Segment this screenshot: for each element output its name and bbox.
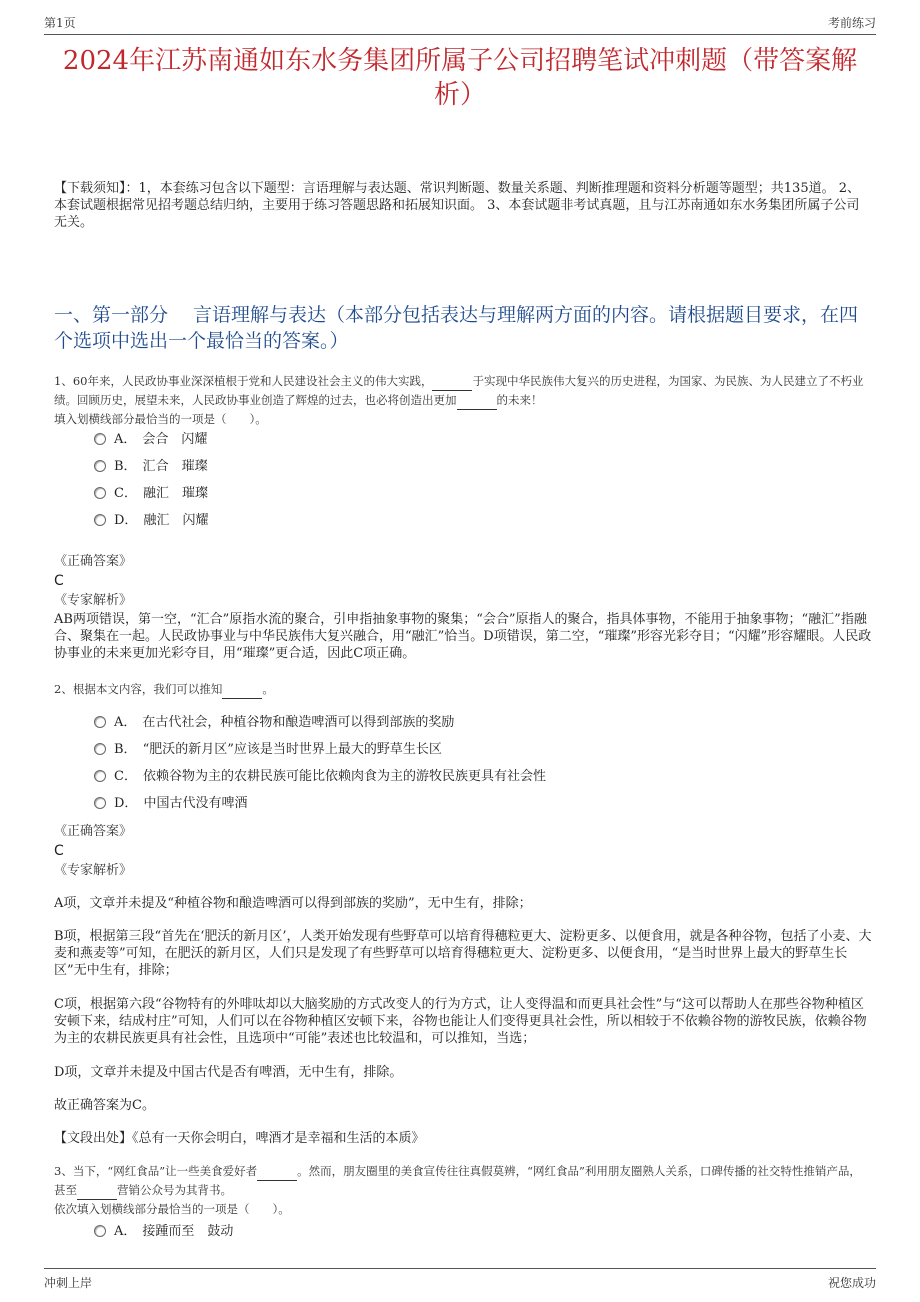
q2-stem-part: 2、根据本文内容，我们可以推知 [54,682,223,696]
option-letter: D． [114,796,138,811]
radio-icon[interactable] [94,487,106,499]
option-text: 在古代社会，种植谷物和酿造啤酒可以得到部族的奖励 [142,715,455,730]
option-text: 依赖谷物为主的农耕民族可能比依赖肉食为主的游牧民族更具有社会性 [142,769,546,784]
option-text: 接踵而至 鼓动 [142,1224,234,1239]
q1-stem-part: 1、60年来，人民政协事业深深植根于党和人民建设社会主义的伟大实践， [54,374,433,388]
document-title: 2024年江苏南通如东水务集团所属子公司招聘笔试冲刺题（带答案解析） [62,46,858,110]
q1-prompt: 填入划横线部分最恰当的一项是（ ）。 [54,412,267,426]
q3-stem-part: 3、当下，“网红食品”让一些美食爱好者 [54,1164,258,1178]
page-header [44,10,876,35]
q1-answer: C [54,573,64,589]
radio-icon[interactable] [94,433,106,445]
blank-line [432,372,472,391]
q1-option-a[interactable] [94,430,207,450]
question-1-stem [54,372,872,428]
option-letter: A． [114,432,137,447]
radio-icon[interactable] [94,743,106,755]
q1-stem-part: 于实现中华民族伟大复兴的历史进程，为国家、为民族、为人民建立了不朽业绩。回顾历史，展望未来，人民政协事业创造了辉煌的过去，也必将创造出更加 [54,374,864,407]
page-number: 第1页 [44,16,76,30]
radio-icon[interactable] [94,797,106,809]
q1-option-b[interactable] [94,457,208,477]
section-title: 一、第一部分 言语理解与表达（本部分包括表达与理解两方面的内容。请根据题目要求，在四个选项中选出一个最恰当的答案。） [54,304,859,352]
q2-option-d[interactable] [94,794,247,814]
option-letter: C． [114,769,137,784]
blank-line [222,680,262,699]
radio-icon[interactable] [94,716,106,728]
footer-right: 祝您成功 [827,1276,876,1290]
page-footer [44,1268,876,1293]
blank-line [77,1181,117,1200]
option-letter: B． [114,459,137,474]
radio-icon[interactable] [94,770,106,782]
q1-correct-label: 《正确答案》 [54,554,133,569]
q2-option-a[interactable] [94,713,454,733]
footer-left: 冲刺上岸 [44,1276,93,1290]
option-letter: A． [114,1224,137,1239]
q2-conclusion: 故正确答案为C。 [54,1098,155,1113]
question-2-stem [54,680,872,699]
q2-analysis-a: A项，文章并未提及“种植谷物和酿造啤酒可以得到部族的奖励”，无中生有，排除； [54,896,532,911]
q2-analysis-label: 《专家解析》 [54,863,133,878]
option-text: “肥沃的新月区”应该是当时世界上最大的野草生长区 [142,742,442,757]
q2-source: 【文段出处】《总有一天你会明白，啤酒才是幸福和生活的本质》 [54,1131,425,1146]
q2-analysis-b: B项，根据第三段“首先在‘肥沃的新月区’，人类开始发现有些野草可以培育得穗粒更大、淀粉更多、以便食用，就是各种谷物，包括了小麦、大麦和燕麦等”可知，在肥沃的新月区，人们只是发现了有些野草可以培育得穗粒更大、淀粉更多、以便食用，“是当时世界上最大的野草生长区”无中生有，排除； [54,929,872,978]
radio-icon[interactable] [94,514,106,526]
option-text: 中国古代没有啤酒 [143,796,248,811]
option-letter: C． [114,486,137,501]
q3-option-a[interactable] [94,1222,233,1242]
q3-prompt: 依次填入划横线部分最恰当的一项是（ ）。 [54,1202,290,1216]
option-letter: D． [114,513,138,528]
q2-analysis-d: D项，文章并未提及中国古代是否有啤酒，无中生有，排除。 [54,1065,403,1080]
download-notice: 【下载须知】：1，本套练习包含以下题型：言语理解与表达题、常识判断题、数量关系题、判断推理题和资料分析题等题型；共135道。 2、本套试题根据常见招考题总结归纳，主要用于练习答题思路和拓展知识面。 3、本套试题非考试真题，且与江苏南通如东水务集团所属子公司无关。 [54,181,860,230]
option-letter: B． [114,742,137,757]
q2-stem-part: 。 [262,682,274,696]
blank-line [257,1162,297,1181]
q1-analysis: AB两项错误，第一空，“汇合”原指水流的聚合，引申指抽象事物的聚集；“会合”原指人的聚合，指具体事物，不能用于抽象事物；“融汇”指融合、聚集在一起。人民政协事业与中华民族伟大复兴融合，用“融汇”恰当。D项错误，第二空，“璀璨”形容光彩夺目；“闪耀”形容耀眼。人民政协事业的未来更加光彩夺目，用“璀璨”更合适，因此C项正确。 [54,612,872,661]
q3-stem-part: 营销公众号为其背书。 [117,1183,232,1197]
q2-option-c[interactable] [94,767,546,787]
q2-analysis-c: C项，根据第六段“谷物特有的外啡呔却以大脑奖励的方式改变人的行为方式，让人变得温和而更具社会性”与“这可以帮助人在那些谷物种植区安顿下来，结成村庄”可知，人们可以在谷物种植区安顿下来，谷物也能让人们变得更具社会性，所以相较于不依赖谷物的游牧民族，依赖谷物为主的农耕民族更具有社会性，且选项中“可能”表述也比较温和，可以推知，当选； [54,997,867,1046]
radio-icon[interactable] [94,1225,106,1237]
q1-analysis-label: 《专家解析》 [54,593,133,608]
question-3-stem [54,1162,872,1218]
q1-option-d[interactable] [94,511,208,531]
option-text: 融汇 璀璨 [142,486,208,501]
q1-stem-part: 的未来！ [496,393,543,407]
q2-answer: C [54,843,64,859]
option-text: 会合 闪耀 [142,432,208,447]
q2-correct-label: 《正确答案》 [54,824,133,839]
header-label: 考前练习 [827,16,876,30]
option-text: 融汇 闪耀 [143,513,209,528]
option-text: 汇合 璀璨 [142,459,208,474]
q1-option-c[interactable] [94,484,208,504]
option-letter: A． [114,715,137,730]
q3-stem-part: 。然而，朋友圈里的美食宣传往往真假莫辨，“网红食品”利用朋友圈熟人关系，口碑传播的社交特性推销产品，甚至 [54,1164,861,1197]
blank-line [457,391,497,410]
radio-icon[interactable] [94,460,106,472]
q2-option-b[interactable] [94,740,442,760]
